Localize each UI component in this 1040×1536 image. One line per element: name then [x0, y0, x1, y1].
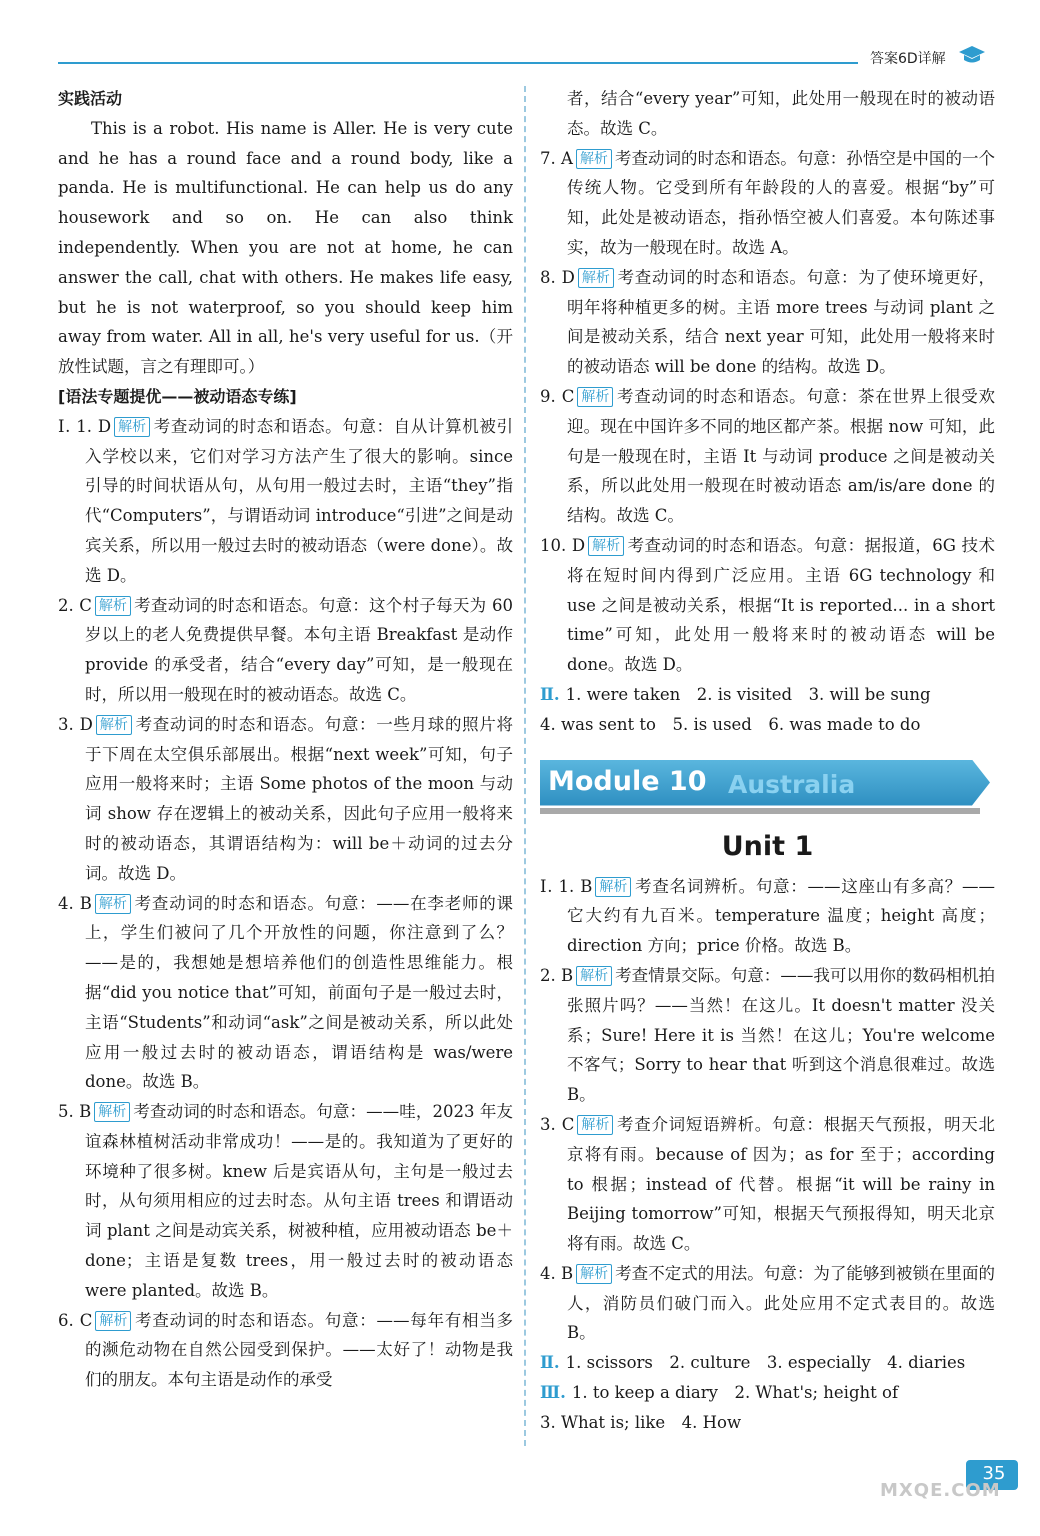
- item-number: 8. D: [540, 267, 575, 287]
- analysis-tag: 解析: [588, 536, 624, 556]
- page-number: 35: [982, 1463, 1006, 1484]
- item-number: 4. B: [540, 1263, 574, 1283]
- module-subtitle: Australia: [728, 769, 856, 799]
- answer-line: [540, 680, 995, 710]
- answer-item: [540, 144, 995, 263]
- item-text: 考查不定式的用法。句意：为了能够到被锁在里面的人，消防员们破门而入。此处应用不定式表目的。故选 B。: [567, 1263, 995, 1343]
- answer-item: [58, 591, 513, 710]
- analysis-tag: 解析: [96, 715, 132, 735]
- answers-text: 1. scissors 2. culture 3. especially 4. diaries: [565, 1353, 966, 1373]
- roman-numeral: Ⅱ.: [540, 684, 560, 704]
- item-number: 2. B: [540, 965, 574, 985]
- analysis-tag: 解析: [95, 894, 131, 914]
- answer-item: [58, 1306, 513, 1395]
- answer-item: [58, 412, 513, 591]
- item-number: 9. C: [540, 386, 575, 406]
- item-number: 7. A: [540, 148, 573, 168]
- item-text: 考查动词的时态和语态。句意：——在李老师的课上，学生们被问了几个开放性的问题，你注意到了么？——是的，我想她是想培养他们的创造性思维能力。根据“did you notice that”可知，前面句子是一般过去时，主语“Students”和动词“ask”之间是被动关系，所以此处应用一般过去时的被动语态，谓语结构是 was/were done。故选 B。: [85, 893, 513, 1092]
- item-text: 考查动词的时态和语态。句意：孙悟空是中国的一个传统人物。它受到所有年龄段的人的喜爱。根据“by”可知，此处是被动语态，指孙悟空被人们喜爱。本句陈述事实，故为一般现在时。故选 A。: [567, 148, 996, 257]
- module-title: Module 10: [548, 765, 707, 797]
- item-text: 考查动词的时态和语态。句意：这个村子每天为 60 岁以上的老人免费提供早餐。本句主语 Breakfast 是动作 provide 的承受者，结合“every day”可知，是一般现在时，所以用一般现在时的被动语态。故选 C。: [85, 595, 513, 704]
- header-rule: [58, 62, 858, 64]
- analysis-tag: 解析: [95, 596, 131, 616]
- item-text: 考查动词的时态和语态。句意：一些月球的照片将于下周在太空俱乐部展出。根据“next week”可知，句子应用一般将来时；主语 Some photos of the moon 与动词 show 存在逻辑上的被动关系，因此句子应用一般将来时的被动语态，其谓语结构为：will be＋动词的过去分词。故选 D。: [85, 714, 514, 883]
- header-tag: 答案6D详解: [870, 51, 946, 67]
- answers-text-line2: 3. What is; like 4. How: [540, 1412, 742, 1432]
- item-text: 考查动词的时态和语态。句意：为了使环境更好，明年将种植更多的树。主语 more trees 与动词 plant 之间是被动关系，结合 next year 可知，此处用一般将来时的被动语态 will be done 的结构。故选 D。: [567, 267, 996, 377]
- item-number: 6. C: [58, 1310, 93, 1330]
- item-text: 考查介词短语辨析。句意：根据天气预报，明天北京将有雨。because of 因为；as for 至于；according to 根据；instead of 代替。根据“it will be rainy in Beijing tomorrow”可知，根据天气预报得知，明天北京将有雨。故选 C。: [567, 1114, 995, 1254]
- item-text: 考查情景交际。句意：——我可以用你的数码相机拍张照片吗？——当然！在这儿。It doesn't matter 没关系；Sure! Here it is 当然！在这儿；You're welcome 不客气；Sorry to hear that 听到这个消息很难过。故选 B。: [567, 965, 995, 1105]
- item-text: 考查名词辨析。句意：——这座山有多高？——它大约有九百米。temperature 温度；height 高度；direction 方向；price 价格。故选 B。: [567, 876, 996, 956]
- item-number: 2. C: [58, 595, 92, 615]
- answer-item: [58, 889, 513, 1098]
- answers-text: 1. were taken 2. is visited 3. will be sung: [565, 684, 931, 704]
- analysis-tag: 解析: [577, 387, 613, 407]
- answer-item: [540, 382, 995, 531]
- item-text: 考查动词的时态和语态。句意：茶在世界上很受欢迎。现在中国许多不同的地区都产茶。根据 now 可知，此句是一般现在时，主语 It 与动词 produce 之间是被动关系，所以此处用一般现在时被动语态 am/is/are done 的结构。故选 C。: [567, 386, 995, 526]
- item-text: 考查动词的时态和语态。句意：自从计算机被引入学校以来，它们对学习方法产生了很大的影响。since 引导的时间状语从句，从句用一般过去时，主语“they”指代“Computers”，与谓语动词 introduce“引进”之间是动宾关系，所以用一般过去时的被动语态（were done）。故选 D。: [85, 416, 513, 585]
- module-banner: [540, 752, 995, 822]
- answer-item: [540, 872, 995, 961]
- item-number: 3. D: [58, 714, 93, 734]
- item-number: 10. D: [540, 535, 586, 555]
- continued-text: 者，结合“every year”可知，此处用一般现在时的被动语态。故选 C。: [567, 89, 995, 138]
- analysis-tag: 解析: [114, 417, 150, 437]
- answer-item: [540, 263, 995, 382]
- analysis-tag: 解析: [577, 1115, 613, 1135]
- analysis-tag: 解析: [578, 268, 614, 288]
- answer-line: [540, 1378, 995, 1408]
- answer-item: [540, 1110, 995, 1259]
- answer-line: [540, 1348, 995, 1378]
- section-title-grammar: [语法专题提优——被动语态专练]: [58, 386, 297, 406]
- analysis-tag: 解析: [576, 966, 612, 986]
- graduation-cap-icon: [958, 44, 986, 66]
- answers-text: 1. to keep a diary 2. What's; height of: [571, 1383, 899, 1403]
- right-column: [540, 84, 995, 1438]
- analysis-tag: 解析: [595, 877, 631, 897]
- item-text: 考查动词的时态和语态。句意：据报道，6G 技术将在短时间内得到广泛应用。主语 6G technology 和 use 之间是被动关系，根据“It is reported... in a short time”可知，此处用一般将来时的被动语态 will be done。故选 D。: [567, 535, 995, 675]
- analysis-tag: 解析: [94, 1102, 130, 1122]
- analysis-tag: 解析: [95, 1311, 131, 1331]
- answer-item: [540, 531, 995, 680]
- unit-title: Unit 1: [721, 830, 814, 862]
- banner-shadow: [540, 808, 980, 814]
- item-number: Ⅰ. 1. D: [58, 416, 112, 436]
- section-title-practice: 实践活动: [58, 89, 123, 108]
- column-divider: [524, 86, 526, 1446]
- answer-item: [540, 1259, 995, 1348]
- left-column: [58, 84, 513, 1395]
- item-text: 考查动词的时态和语态。句意：——哇，2023 年友谊森林植树活动非常成功！——是的。我知道为了更好的环境种了很多树。knew 后是宾语从句，主句是一般过去时，从句须用相应的过去时态。从句主语 trees 和谓语动词 plant 之间是动宾关系，树被种植，应用被动语态 be＋done；主语是复数 trees，用一般过去时的被动语态 were planted。故选 B。: [85, 1102, 513, 1300]
- analysis-tag: 解析: [576, 149, 612, 169]
- answer-item: [58, 710, 513, 889]
- answers-text-line2: 4. was sent to 5. is used 6. was made to do: [540, 714, 921, 734]
- answer-item: [58, 1097, 513, 1306]
- roman-numeral: Ⅲ.: [540, 1383, 566, 1403]
- roman-numeral: Ⅱ.: [540, 1353, 560, 1373]
- sample-essay: This is a robot. His name is Aller. He is very cute and he has a round face and a round body, like a panda. He is multifunctional. He can help us do any housework and so on. He can also think independently. When you are not at home, he can answer the call, chat with others. He makes life easy, but he is not waterproof, so you should keep him away from water. All in all, he's very useful for us.（开放性试题，言之有理即可。）: [58, 118, 513, 377]
- item-number: 5. B: [58, 1102, 92, 1122]
- item-number: 4. B: [58, 893, 92, 913]
- analysis-tag: 解析: [576, 1264, 612, 1284]
- item-text: 考查动词的时态和语态。句意：——每年有相当多的濒危动物在自然公园受到保护。——太好了！动物是我们的朋友。本句主语是动作的承受: [85, 1310, 513, 1390]
- item-number: 3. C: [540, 1114, 575, 1134]
- answer-item: [540, 961, 995, 1110]
- watermark: MXQE.COM: [880, 1480, 1001, 1501]
- item-number: Ⅰ. 1. B: [540, 876, 593, 896]
